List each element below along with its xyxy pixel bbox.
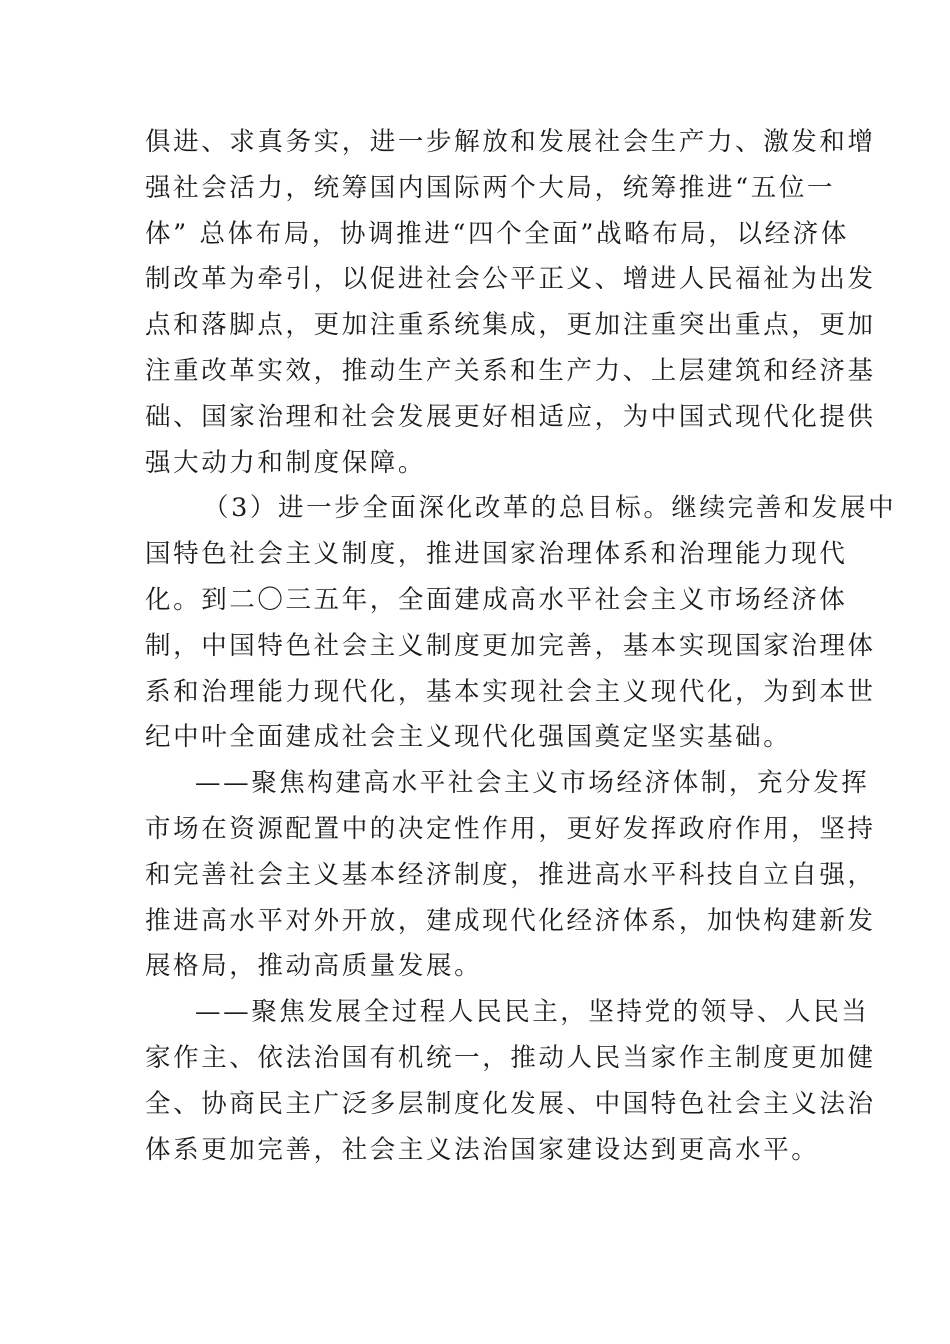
text-line: 展格局，推动高质量发展。 (145, 951, 483, 982)
text-line: 制，中国特色社会主义制度更加完善，基本实现国家治理体 (145, 630, 876, 661)
text-line-first: ——聚焦构建高水平社会主义市场经济体制，充分发挥 (195, 768, 870, 799)
text-line: 注重改革实效，推动生产关系和生产力、上层建筑和经济基 (145, 355, 876, 386)
text-line: 家作主、依法治国有机统一，推动人民当家作主制度更加健 (145, 1042, 876, 1073)
text-line: 市场在资源配置中的决定性作用，更好发挥政府作用，坚持 (145, 813, 876, 844)
text-line-first: ——聚焦发展全过程人民民主，坚持党的领导、人民当 (195, 997, 870, 1028)
paragraph-overall-goal (145, 486, 897, 761)
text-line: 俱进、求真务实，进一步解放和发展社会生产力、激发和增 (145, 127, 876, 157)
document-body (145, 120, 897, 1173)
text-line: 强社会活力，统筹国内国际两个大局，统筹推进“五位一 (145, 172, 836, 203)
text-line: 和完善社会主义基本经济制度，推进高水平科技自立自强， (145, 859, 876, 890)
text-line: 全、协商民主广泛多层制度化发展、中国特色社会主义法治 (145, 1088, 876, 1119)
text-line: 点和落脚点，更加注重系统集成，更加注重突出重点，更加 (145, 310, 876, 341)
text-line: 体系更加完善，社会主义法治国家建设达到更高水平。 (145, 1134, 820, 1165)
text-line: 纪中叶全面建成社会主义现代化强国奠定坚实基础。 (145, 722, 792, 753)
text-line: 系和治理能力现代化，基本实现社会主义现代化，为到本世 (145, 676, 876, 707)
text-line: 国特色社会主义制度，推进国家治理体系和治理能力现代 (145, 539, 848, 570)
paragraph-democracy (145, 990, 876, 1173)
paragraph-market-economy (145, 761, 876, 990)
text-line: 强大动力和制度保障。 (145, 447, 427, 478)
text-line-first: （3）进一步全面深化改革的总目标。继续完善和发展中 (203, 493, 897, 524)
text-line: 体” 总体布局，协调推进“四个全面”战略布局，以经济体 (145, 218, 849, 249)
text-line: 化。到二〇三五年，全面建成高水平社会主义市场经济体 (145, 584, 848, 615)
text-line: 推进高水平对外开放，建成现代化经济体系，加快构建新发 (145, 905, 876, 936)
text-line: 制改革为牵引，以促进社会公平正义、增进人民福祉为出发 (145, 264, 876, 295)
paragraph-continuation (145, 120, 876, 486)
text-line: 础、国家治理和社会发展更好相适应，为中国式现代化提供 (145, 401, 876, 432)
